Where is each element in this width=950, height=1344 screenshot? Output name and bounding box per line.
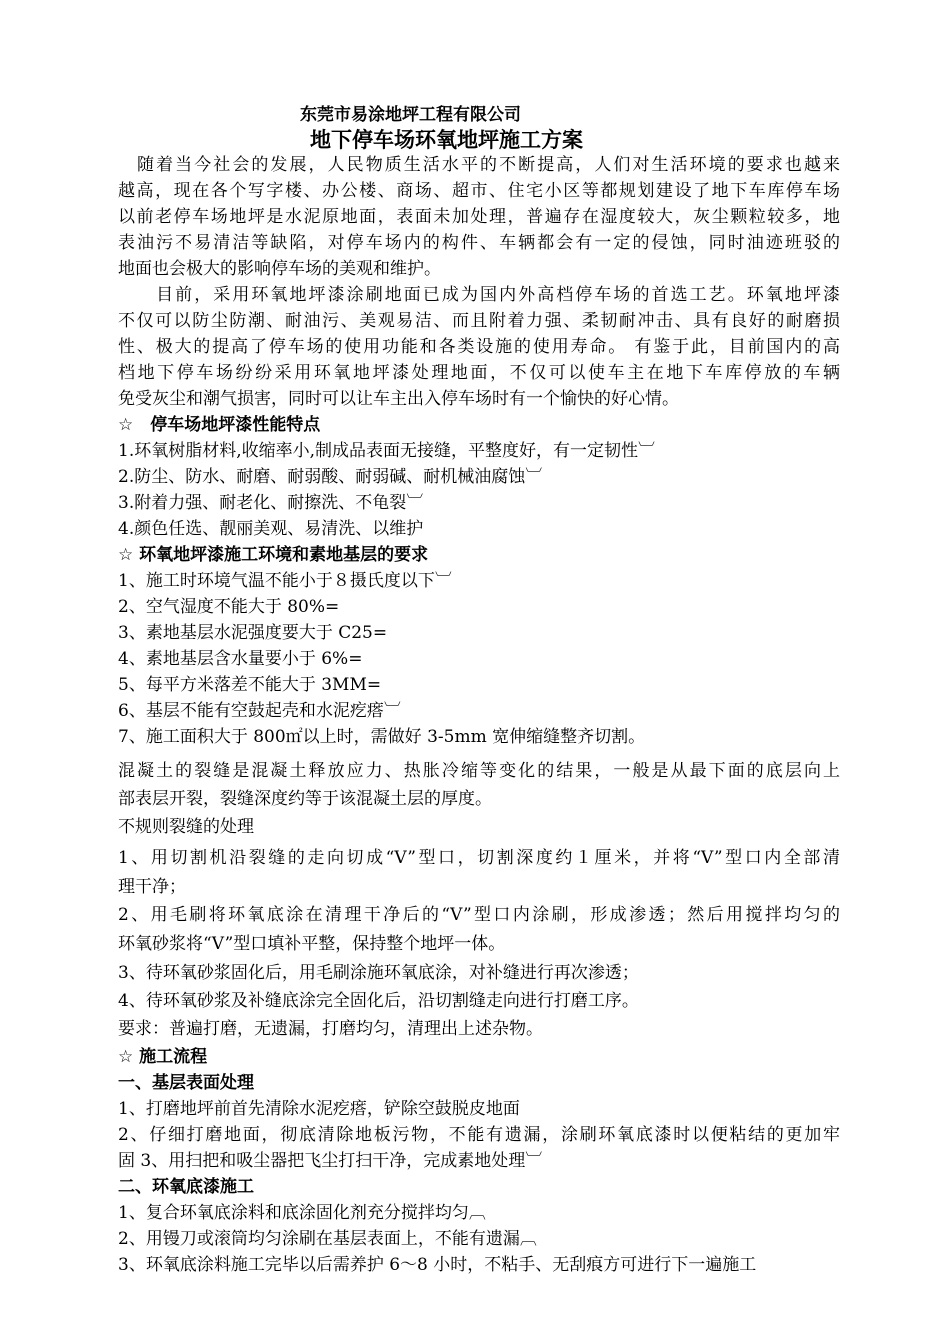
process-step-line: 固 3、用扫把和吸尘器把飞尘打扫干净，完成素地处理︺ <box>118 1151 543 1171</box>
intro-p2-line: 免受灰尘和潮气损害，同时可以让车主出入停车场时有一个愉快的好心情。 <box>118 389 679 409</box>
requirement-item: 2、空气湿度不能大于 80%= <box>118 597 340 617</box>
requirement-item: 4、素地基层含水量要小于 6%= <box>118 649 363 669</box>
subsection-heading-primer: 二、环氧底漆施工 <box>118 1177 254 1197</box>
process-step-line: 3、环氧底涂料施工完毕以后需养护 6～8 小时，不粘手、无刮痕方可进行下一遍施工 <box>118 1255 757 1275</box>
irregular-crack-title: 不规则裂缝的处理 <box>118 817 254 837</box>
irregular-step-line: 1、用切割机沿裂缝的走向切成“V”型口，切割深度约１厘米，并将“V”型口内全部清 <box>118 848 840 868</box>
feature-item: 2.防尘、防水、耐磨、耐弱酸、耐弱碱、耐机械油腐蚀︺ <box>118 467 543 487</box>
intro-p2-line: 性、极大的提高了停车场的使用功能和各类设施的使用寿命。 有鉴于此，目前国内的高 <box>118 337 840 357</box>
process-step-line: 1、打磨地坪前首先清除水泥疙瘩，铲除空鼓脱皮地面 <box>118 1099 520 1119</box>
section-heading-requirements: ☆ 环氧地坪漆施工环境和素地基层的要求 <box>118 545 429 565</box>
irregular-step-line: 要求：普遍打磨，无遗漏，打磨均匀，清理出上述杂物。 <box>118 1019 543 1039</box>
feature-item: 3.附着力强、耐老化、耐擦洗、不龟裂︺ <box>118 493 424 513</box>
irregular-step-line: 理干净； <box>118 877 186 897</box>
feature-item: 1.环氧树脂材料,收缩率小,制成品表面无接缝，平整度好，有一定韧性︺ <box>118 441 656 461</box>
irregular-step-line: 2、用毛刷将环氧底涂在清理干净后的“V”型口内涂刷，形成渗透；然后用搅拌均匀的 <box>118 905 840 925</box>
section-heading-features: ☆ 停车场地坪漆性能特点 <box>118 415 321 435</box>
irregular-step-line: 环氧砂浆将“V”型口填补平整，保持整个地坪一体。 <box>118 934 506 954</box>
document-title: 地下停车场环氧地坪施工方案 <box>310 128 583 152</box>
crack-description-line: 混凝土的裂缝是混凝土释放应力、热胀冷缩等变化的结果，一般是从最下面的底层向上 <box>118 761 840 781</box>
intro-p1-line: 地面也会极大的影响停车场的美观和维护。 <box>118 259 441 279</box>
requirement-item: 3、素地基层水泥强度要大于 C25= <box>118 623 388 643</box>
irregular-step-line: 4、待环氧砂浆及补缝底涂完全固化后，沿切割缝走向进行打磨工序。 <box>118 991 639 1011</box>
process-step-line: 2、用镘刀或滚筒均匀涂刷在基层表面上，不能有遗漏︹ <box>118 1229 537 1249</box>
section-heading-process: ☆ 施工流程 <box>118 1047 208 1067</box>
intro-p2-line: 目前，采用环氧地坪漆涂刷地面已成为国内外高档停车场的首选工艺。环氧地坪漆 <box>118 285 840 305</box>
subsection-heading-surface: 一、基层表面处理 <box>118 1073 254 1093</box>
irregular-step-line: 3、待环氧砂浆固化后，用毛刷涂施环氧底涂，对补缝进行再次渗透； <box>118 963 639 983</box>
intro-p1-line: 以前老停车场地坪是水泥原地面，表面未加处理，普遍存在湿度较大，灰尘颗粒较多，地 <box>118 207 840 227</box>
intro-p2-line: 档地下停车场纷纷采用环氧地坪漆处理地面，不仅可以使车主在地下车库停放的车辆 <box>118 363 840 383</box>
process-step-line: 1、复合环氧底涂料和底涂固化剂充分搅拌均匀︹ <box>118 1203 486 1223</box>
requirement-item: 5、每平方米落差不能大于 3MM= <box>118 675 382 695</box>
crack-description-line: 部表层开裂，裂缝深度约等于该混凝土层的厚度。 <box>118 789 492 809</box>
requirement-item: 1、施工时环境气温不能小于８摄氏度以下︺ <box>118 571 452 591</box>
intro-p1-line: 越高，现在各个写字楼、办公楼、商场、超市、住宅小区等都规划建设了地下车库停车场 <box>118 181 840 201</box>
process-step-line: 2、仔细打磨地面，彻底清除地板污物，不能有遗漏，涂刷环氧底漆时以便粘结的更加牢 <box>118 1125 840 1145</box>
intro-p2-line: 不仅可以防尘防潮、耐油污、美观易洁、而且附着力强、柔韧耐冲击、具有良好的耐磨损 <box>118 311 840 331</box>
intro-p1-line: 表油污不易清洁等缺陷，对停车场内的构件、车辆都会有一定的侵蚀，同时油迹班驳的 <box>118 233 840 253</box>
feature-item: 4.颜色任选、靓丽美观、易清洗、以维护 <box>118 519 424 539</box>
requirement-item: 7、施工面积大于 800㎡以上时，需做好 3-5mm 宽伸缩缝整齐切割。 <box>118 727 646 747</box>
intro-p1-line: 随着当今社会的发展，人民物质生活水平的不断提高，人们对生活环境的要求也越来 <box>118 155 840 175</box>
requirement-item: 6、基层不能有空鼓起壳和水泥疙瘩︺ <box>118 701 401 721</box>
company-name: 东莞市易涂地坪工程有限公司 <box>300 105 521 125</box>
